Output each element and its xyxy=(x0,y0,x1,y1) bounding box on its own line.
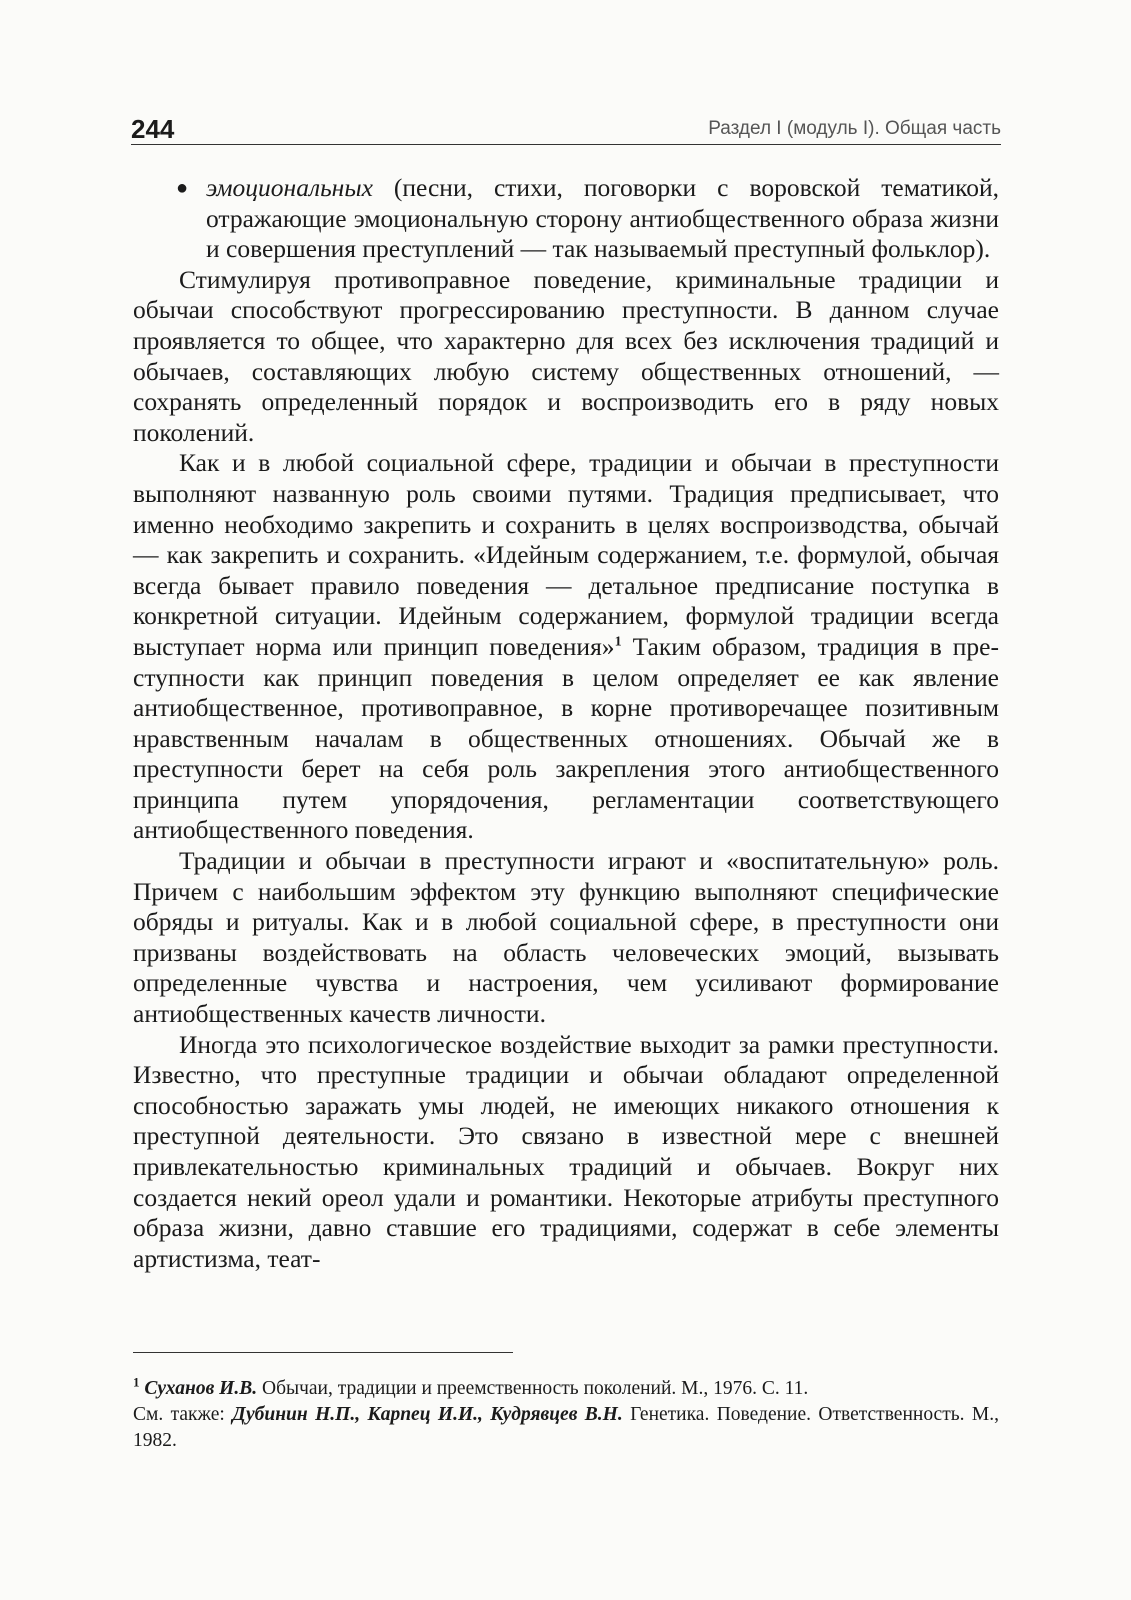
footnote-source-2: Генетика. Поведение. Ответственность. М., 1982. xyxy=(133,1404,999,1451)
running-header xyxy=(131,110,1001,145)
bullet-item xyxy=(133,173,999,265)
bullet-text: (песни, стихи, поговорки с воровской тематикой, отражающие эмоциональную сторону антиобщественного образа жизни и совершения преступлений — так называемый преступный фольклор). xyxy=(206,173,999,264)
footnote-see-also: См. также: xyxy=(133,1404,233,1425)
footnote-text xyxy=(133,1376,999,1402)
paragraph-2-text: Как и в любой социальной сфере, традиции и обычаи в преступности выполняют названную роль своими путями. Традиция предписывает, что именно необходимо закрепить и сохранить в целях воспроизводства, обычай — как закрепить и сохранить. «Идейным содержанием, т.е. формулой, обычая всегда бывает правило поведения — детальное предписание поступка в конкретной ситуации. Идейным содержанием, формулой традиции всегда выступает норма или принцип поведения» xyxy=(133,448,999,661)
body-text xyxy=(133,173,999,1274)
footnote-reference: 1 xyxy=(614,634,622,650)
paragraph-1: Стимулируя противоправное поведение, криминальные традиции и обычаи способствуют прогрессированию преступности. В данном случае проявляется то общее, что характерно для всех без исключения традиций и обычаев, составляющих любую систему общественных отношений, — сохранять определенный порядок и воспроизводить его в ряду новых поколений. xyxy=(133,264,999,447)
paragraph-4: Иногда это психологическое воздействие выходит за рамки преступности. Известно, что преступные традиции и обычаи обладают определенной способностью заражать умы людей, не имеющих никакого отношения к преступной деятельности. Это связано в известной мере с внешней привлекательностью криминальных традиций и обычаев. Вокруг них создается некий ореол удали и романтики. Некоторые атрибуты преступного образа жизни, давно ставшие его традициями, содержат в себе элементы артистизма, теат- xyxy=(133,1029,999,1273)
paragraph-2 xyxy=(133,448,999,846)
paragraph-3: Традиции и обычаи в преступности играют и «воспитательную» роль. Причем с наибольшим эффектом эту функцию выполняют специфические обряды и ритуалы. Как и в любой социальной сфере, в преступности они призваны воздействовать на область человеческих эмоций, вызывать определенные чувства и настроения, чем усиливают формирование антиобщественных качеств личности. xyxy=(133,846,999,1029)
footnote-authors-2: Дубинин Н.П., Карпец И.И., Кудрявцев В.Н. xyxy=(232,1404,623,1425)
bullet-icon: ● xyxy=(176,177,189,199)
footnote xyxy=(133,1376,999,1454)
page-number: 244 xyxy=(131,114,175,144)
footnote-source-1: Обычаи, традиции и преемственность поколений. М., 1976. С. 11. xyxy=(257,1378,809,1399)
bullet-term: эмоциональных xyxy=(206,173,373,202)
footnote-mark: 1 xyxy=(133,1374,140,1390)
section-title: Раздел I (модуль I). Общая часть xyxy=(708,118,1001,139)
paragraph-2-tail: Таким образом, традиция в преступности как принцип поведения в целом определяет ее как явление антиобщественное, противоправное, в корне противоречащее позитивным нравственным началам в общественных отношениях. Обычай же в преступности берет на себя роль закрепления этого антиобщественного принципа путем упорядочения, регламентации соответствующего антиобщественного поведения. xyxy=(133,631,999,845)
footnote-divider xyxy=(133,1352,513,1353)
footnote-text-2 xyxy=(133,1402,999,1454)
footnote-author-1: Суханов И.В. xyxy=(144,1378,258,1399)
